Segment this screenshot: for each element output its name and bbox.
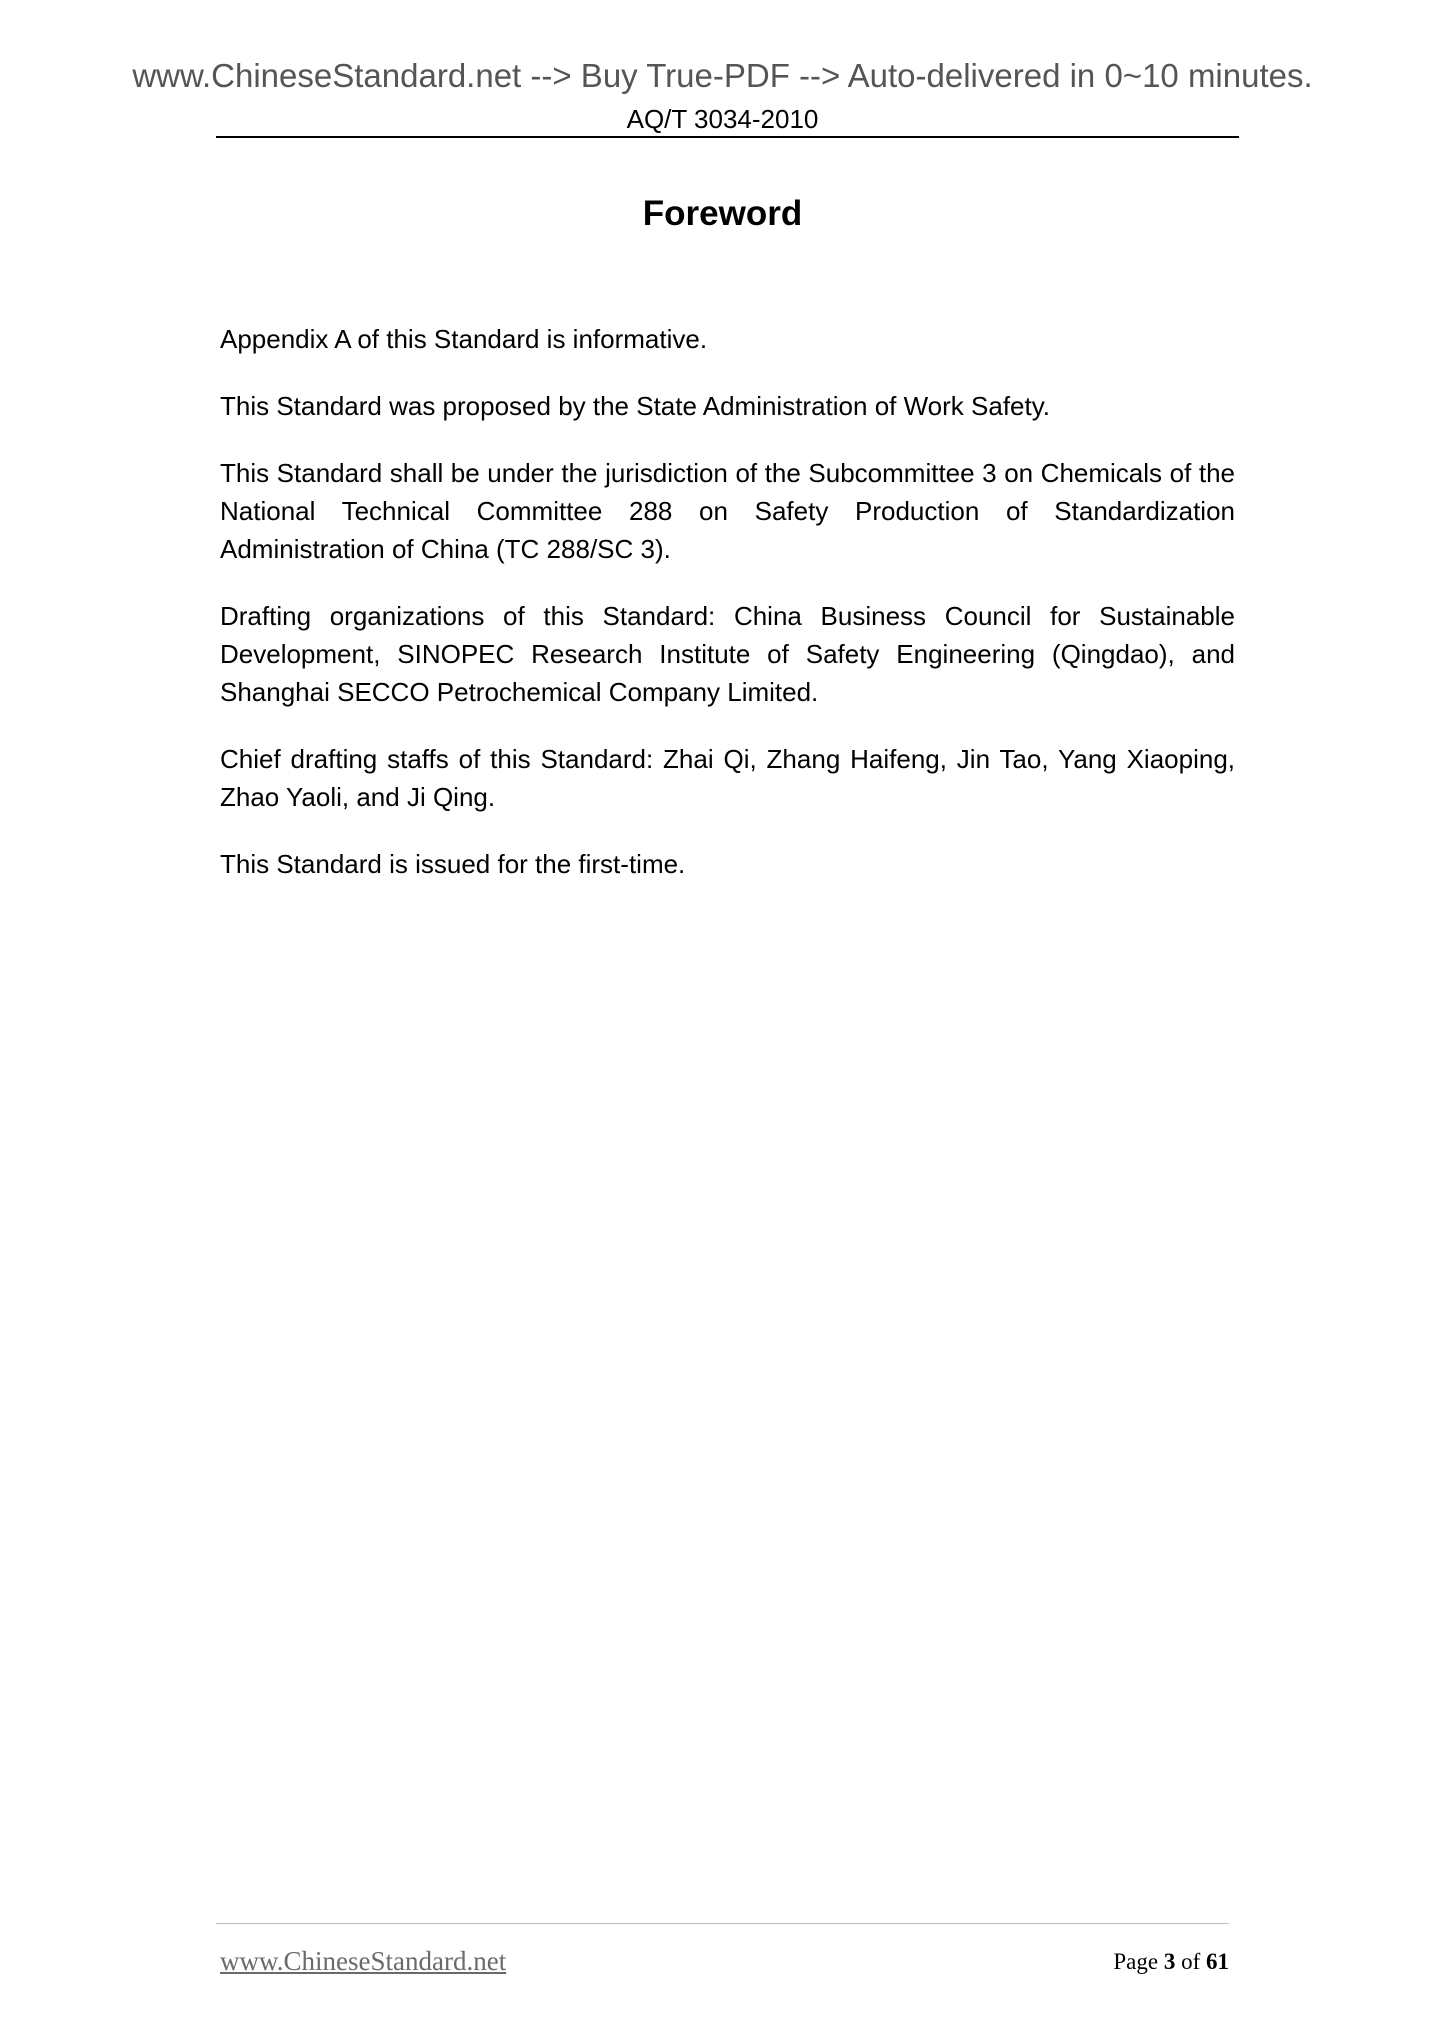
paragraph-appendix: Appendix A of this Standard is informative. [220,324,708,354]
paragraph-drafting-staff: Chief drafting staffs of this Standard: Zhai Qi, Zhang Haifeng, Jin Tao, Yang Xiaoping, Zhao Yaoli, and Ji Qing. [220,744,1235,812]
header-divider [216,136,1239,138]
document-code: AQ/T 3034-2010 [626,104,819,134]
page-total: 61 [1206,1949,1229,1974]
paragraph-drafting-organizations: Drafting organizations of this Standard: China Business Council for Sustainable Development, SINOPEC Research Institute of Safety Engineering (Qingdao), and Shanghai SECCO Petrochemical Company Limited. [220,601,1235,707]
paragraph-issue: This Standard is issued for the first-time. [220,849,686,879]
paragraph-proposer: This Standard was proposed by the State Administration of Work Safety. [220,391,1051,421]
foreword-body [220,320,1235,912]
footer-site-link[interactable]: www.ChineseStandard.net [220,1946,507,1976]
page-number [1113,1946,1229,1978]
page-of: of [1181,1949,1201,1974]
page-current: 3 [1163,1949,1176,1974]
footer-divider [216,1923,1229,1924]
paragraph-jurisdiction: This Standard shall be under the jurisdiction of the Subcommittee 3 on Chemicals of the National Technical Committee 288 on Safety Production of Standardization Administration of China (TC 288/SC 3). [220,458,1235,564]
banner-text: www.ChineseStandard.net --> Buy True-PDF --> Auto-delivered in 0~10 minutes. [132,57,1313,94]
page-title: Foreword [642,194,803,233]
page-word: Page [1113,1949,1159,1974]
